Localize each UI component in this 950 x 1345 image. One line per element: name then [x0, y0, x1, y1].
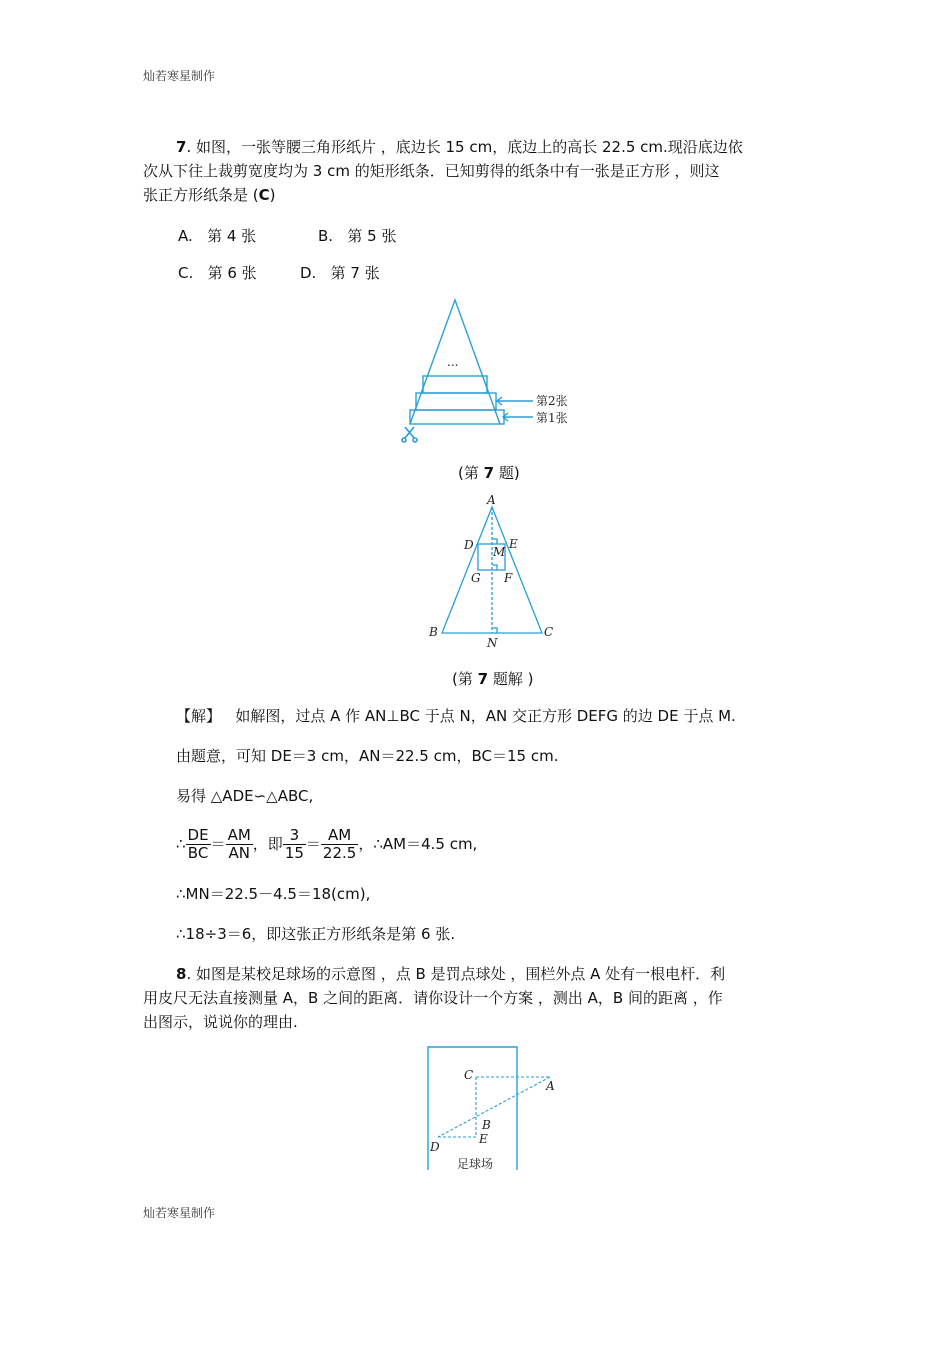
strip-1 [410, 410, 504, 424]
fig1-label-strip1: 第1张 [536, 411, 568, 425]
strip-2 [416, 393, 496, 410]
solution-line3: 易得 △ADE∽△ABC, [176, 787, 314, 805]
q7-option-b: B. 第 5 张 [318, 227, 397, 245]
q7-line2: 次从下往上裁剪宽度均为 3 cm 的矩形纸条．已知剪得的纸条中有一张是正方形 ，则这 [143, 162, 720, 180]
page-header: 灿若寒星制作 [143, 69, 216, 83]
fig1-label-strip2: 第2张 [536, 394, 568, 408]
field-fence [428, 1047, 517, 1170]
segment-ad [438, 1077, 550, 1137]
q8-line1: 8. 如图是某校足球场的示意图 ，点 B 是罚点球处 ，围栏外点 A 处有一根电杆．利 [176, 965, 726, 983]
svg-text:A: A [487, 493, 496, 507]
svg-text:F: F [504, 571, 513, 585]
svg-text:A: A [546, 1079, 555, 1093]
svg-text:E: E [479, 1132, 488, 1146]
svg-text:M: M [493, 545, 506, 559]
scissors-icon [402, 427, 417, 442]
field-label: 足球场 [457, 1157, 494, 1171]
q7-option-c: C. 第 6 张 [178, 264, 257, 282]
svg-text:D: D [430, 1140, 440, 1154]
solution-line2: 由题意，可知 DE＝3 cm，AN＝22.5 cm，BC＝15 cm. [176, 747, 559, 765]
svg-text:G: G [471, 571, 481, 585]
svg-text:E: E [509, 537, 518, 551]
q7-option-d: D. 第 7 张 [300, 264, 380, 282]
svg-text:D: D [464, 538, 474, 552]
solution-tag: 【解】 [176, 707, 222, 725]
svg-text:B: B [482, 1118, 491, 1132]
q8-number: 8 [176, 965, 187, 983]
q7-caption-2: (第 7 题解 ) [452, 670, 534, 688]
q8-line2: 用皮尺无法直接测量 A，B 之间的距离．请你设计一个方案 ，测出 A，B 间的距离 ，作 [143, 989, 723, 1007]
q7-option-a: A. 第 4 张 [178, 227, 257, 245]
fraction-am-an: $\frac{AM}{AN}$ [227, 826, 251, 862]
svg-text:N: N [487, 636, 498, 650]
solution-line5: ∴MN＝22.5－4.5＝18(cm), [176, 885, 371, 903]
q7-caption-1: (第 7 题) [458, 464, 520, 482]
fraction-3-15: $\frac{3}{15}$ [284, 826, 304, 862]
fig1-dots: ... [447, 355, 459, 369]
q7-answer: C [258, 186, 270, 204]
q7-figure-strips [395, 292, 595, 444]
solution-line1: 【解】 如解图，过点 A 作 AN⊥BC 于点 N，AN 交正方形 DEFG 的边 DE 于点 M. [176, 707, 736, 725]
q7-line3: 张正方形纸条是 (C) [143, 186, 276, 204]
q7-figure-solution [420, 490, 560, 652]
strip-3 [423, 376, 487, 393]
fraction-am-225: $\frac{AM}{22.5}$ [322, 826, 357, 862]
q7-number: 7 [176, 138, 187, 156]
page-footer: 灿若寒星制作 [143, 1206, 216, 1220]
q7-line1: 7. 如图，一张等腰三角形纸片 ，底边长 15 cm，底边上的高长 22.5 cm.现沿底边依 [176, 138, 743, 156]
fraction-de-bc: $\frac{DE}{BC}$ [187, 826, 209, 862]
q8-line3: 出图示，说说你的理由. [143, 1013, 298, 1031]
q8-figure-field [420, 1040, 560, 1175]
solution-line6: ∴18÷3＝6，即这张正方形纸条是第 6 张. [176, 925, 456, 943]
solution-line4: ∴ $\frac{DE}{BC}$ ＝ $\frac{AM}{AN}$ ，即 $\frac{3}{15}$ ＝ $\frac{AM}{22.5}$ ，∴AM＝4.5 cm, [176, 826, 478, 862]
svg-text:C: C [544, 625, 554, 639]
svg-text:C: C [464, 1068, 474, 1082]
svg-text:B: B [429, 625, 438, 639]
